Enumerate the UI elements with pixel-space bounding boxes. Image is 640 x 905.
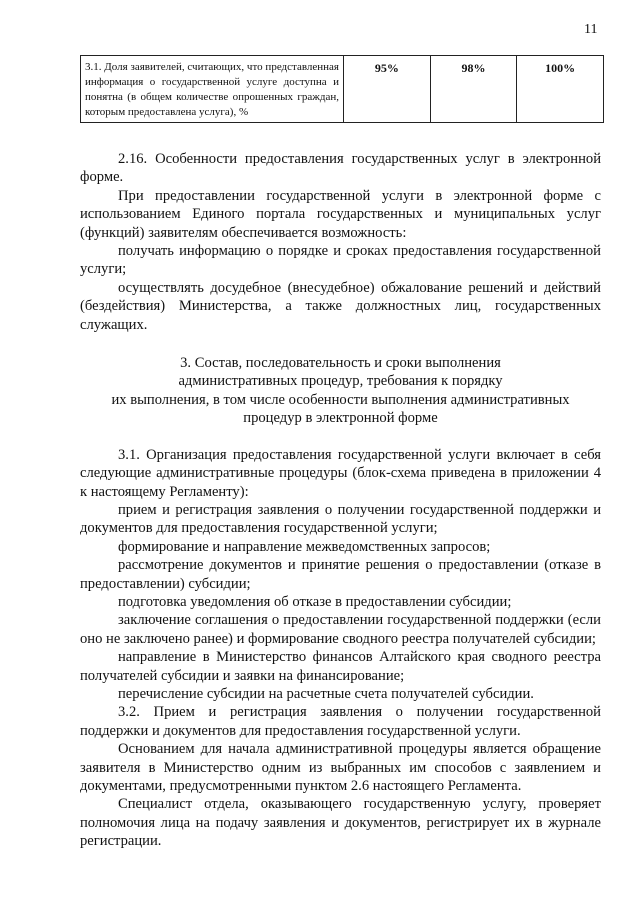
indicator-value-3: 100% (517, 56, 604, 123)
indicator-table (80, 55, 604, 123)
indicator-description: 3.1. Доля заявителей, считающих, что представленная информация о государственной услуге доступна и понятна (в общем количестве опрошенных граждан, которым предоставлена услуга), % (81, 56, 344, 123)
paragraph: 3.1. Организация предоставления государственной услуги включает в себя следующие административные процедуры (блок-схема приведена в приложении 4 к настоящему Регламенту): (80, 446, 601, 500)
document-body (80, 150, 601, 851)
page-number: 11 (584, 22, 598, 37)
paragraph: заключение соглашения о предоставлении государственной поддержки (если оно не заключено ранее) и формирование сводного реестра получателей субсидии; (80, 612, 601, 647)
indicator-value-1: 95% (344, 56, 431, 123)
paragraph: 2.16. Особенности предоставления государственных услуг в электронной форме. (80, 151, 601, 186)
section-title-line: 3. Состав, последовательность и сроки выполнения (180, 355, 501, 372)
paragraph: прием и регистрация заявления о получении государственной поддержки и документов для предоставления государственной услуги; (80, 501, 601, 537)
paragraph: получать информацию о порядке и сроках предоставления государственной услуги; (80, 243, 601, 278)
section-title (80, 354, 601, 428)
paragraph: рассмотрение документов и принятие решения о предоставлении (отказе в предоставлении) субсидии; (80, 557, 601, 592)
paragraph: При предоставлении государственной услуги в электронной форме с использованием Единого портала государственных и муниципальных услуг (функций) заявителям обеспечивается возможность: (80, 187, 601, 241)
paragraph: перечисление субсидии на расчетные счета получателей субсидии. (118, 685, 534, 702)
table-row (81, 56, 604, 123)
section-title-line: административных процедур, требования к порядку (178, 373, 503, 390)
section-title-line: процедур в электронной форме (243, 410, 438, 427)
paragraph: 3.2. Прием и регистрация заявления о получении государственной поддержки и документов для предоставления государственной услуги. (80, 704, 601, 739)
paragraph: формирование и направление межведомственных запросов; (118, 538, 491, 555)
section-title-line: их выполнения, в том числе особенности выполнения административных (111, 391, 570, 408)
paragraph: направление в Министерство финансов Алтайского края сводного реестра получателей субсидии и заявки на финансирование; (80, 649, 601, 684)
paragraph: Специалист отдела, оказывающего государственную услугу, проверяет полномочия лица на подачу заявления и документов, регистрирует их в журнале регистрации. (80, 796, 601, 850)
indicator-value-2: 98% (430, 56, 517, 123)
paragraph: осуществлять досудебное (внесудебное) обжалование решений и действий (бездействия) Министерства, а также должностных лиц, государственных служащих. (80, 279, 601, 333)
paragraph: Основанием для начала административной процедуры является обращение заявителя в Министерство одним из выбранных им способов с заявлением и документами, предусмотренными пунктом 2.6 настоящего Регламента. (80, 741, 601, 794)
paragraph: подготовка уведомления об отказе в предоставлении субсидии; (118, 593, 512, 610)
